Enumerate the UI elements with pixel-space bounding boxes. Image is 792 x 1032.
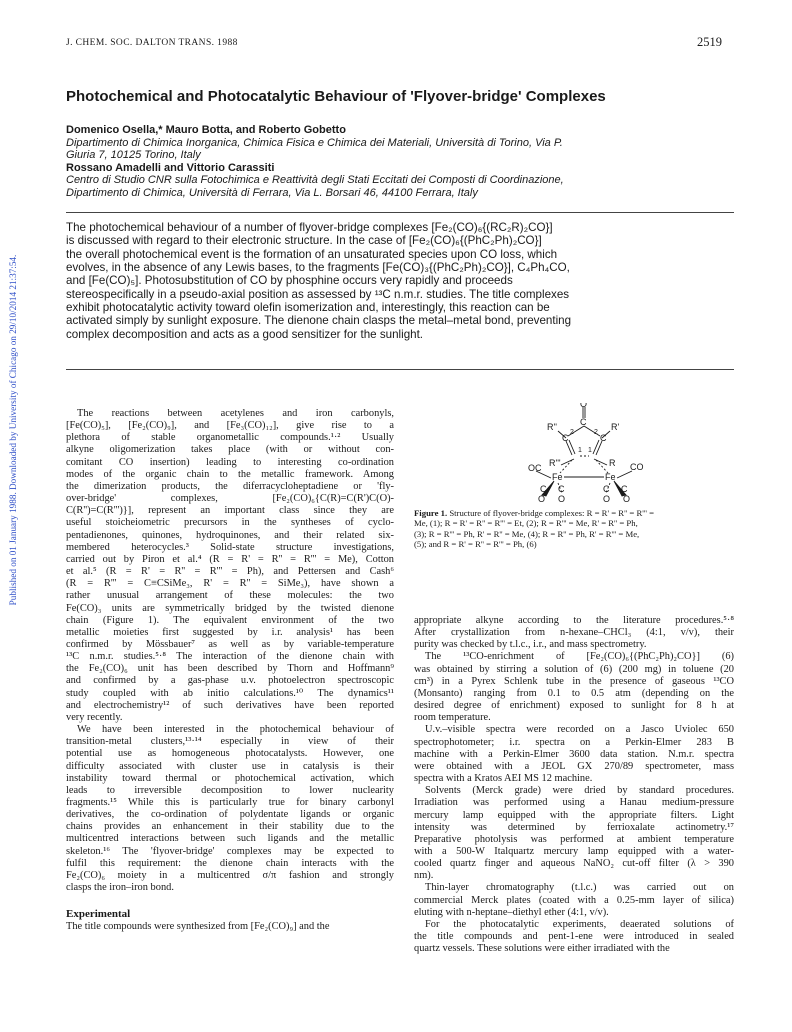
fig-atom-label: Fe [552, 472, 563, 482]
body-text-line: the title compounds and pent-1-ene were introduced in sealed [414, 931, 734, 943]
body-text-line: Irradiation was performed using a Hanau medium-pressure [414, 797, 734, 809]
body-text-line: After crystallization from n-hexane–CHCl₃ (4:1, v/v), their [414, 627, 734, 639]
body-text-line: appropriate alkyne according to the literature procedures.⁵·⁸ [414, 615, 734, 626]
author-affiliation-line: Giuria 7, 10125 Torino, Italy [66, 149, 201, 162]
body-text-line: alkyne oligomerization takes place (with or without con- [66, 444, 394, 456]
journal-header: J. CHEM. SOC. DALTON TRANS. 1988 [66, 38, 238, 48]
fig-atom-label: CO [630, 462, 644, 472]
body-text-line: clasps the iron–iron bond. [66, 882, 174, 894]
fig-atom-label: O [558, 494, 566, 503]
body-text-line: spectrophotometer; i.r. spectra on a Perkin-Elmer 283 B [414, 736, 734, 748]
author-affiliation-line: Dipartimento di Chimica Inorganica, Chimica Fisica e Chimica dei Materiali, Università di Torino, Via P. [66, 136, 563, 149]
fig-atom-label: Fe [605, 472, 616, 482]
fig-atom-label: C [558, 484, 565, 494]
body-text-line: with a 500-W Italquartz mercury lamp equipped with a water- [414, 845, 734, 857]
fig-atom-label: C [562, 433, 569, 443]
body-text-line: commercial Merck plates (coated with a 0.25-mm layer of silica) [414, 894, 734, 906]
body-text-line: membered heterocycles.³ Solid-state structure investigations, [66, 541, 394, 553]
fig-atom-label: O [623, 494, 631, 503]
body-text-line: chain (Figure 1). The equivalent environment of the two [66, 614, 394, 626]
author-names: Domenico Osella,* Mauro Botta, and Roberto Gobetto [66, 124, 346, 136]
body-text-line: C(R'')=C(R''')}], represent an important class since they are [66, 505, 394, 517]
abstract-line: the overall photochemical event is the formation of an unsaturated species upon CO loss, which [66, 247, 558, 261]
body-text-line: The ¹³CO-enrichment of [Fe₂(CO)₆{(PhC₂Ph)₂CO}] (6) [425, 651, 734, 663]
abstract-line: complex decomposition and acts as a good sensitizer for the sunlight. [66, 327, 424, 341]
body-text-line: the dimerization products, the diferracycloheptadiene or 'fly- [66, 480, 394, 492]
body-text-line: Fe(CO)₃ units are symmetrically bridged by the twisted dienone [66, 602, 394, 614]
author-names: Rossano Amadelli and Vittorio Carassiti [66, 161, 275, 174]
abstract [66, 221, 736, 341]
body-text-line: Solvents (Merck grade) were dried by standard procedures. [425, 785, 734, 797]
fig-atom-label: O [538, 494, 546, 503]
sidebar-note-text: Published on 01 January 1988. Downloaded by University of Chicago on 29/10/2014 21:37:54. [8, 254, 18, 606]
body-text-line: eluting with n-heptane–diethyl ether (4:1, v/v). [414, 906, 609, 918]
body-text-line: For the photocatalytic experiments, deaerated solutions of [425, 918, 734, 930]
page-number: 2519 [697, 35, 722, 49]
fig-atom-label: O [603, 494, 611, 503]
caption-line: Structure of flyover-bridge complexes: R = R' = R'' = R''' = [449, 508, 655, 518]
fig-atom-label: R''' [549, 458, 561, 468]
body-text-line: fulfil this requirement: the dienone chain interacts with the [66, 857, 394, 869]
fig-atom-label: 2 [594, 429, 598, 436]
body-text-line: intensity was determined by ferrioxalate actinometry.¹⁷ [414, 821, 734, 833]
experimental-heading: Experimental [66, 908, 131, 921]
fig-atom-label: 1 [578, 447, 582, 454]
body-text-line: plethora of stable organometallic compounds.¹·² Usually [66, 432, 394, 444]
body-text-line: cm³) in a Pyrex Schlenk tube in the presence of gaseous ¹³CO [414, 675, 734, 687]
body-text-line: over-bridge' complexes, [Fe₂(CO)₆{C(R)=C(R')C(O)- [66, 493, 394, 505]
body-text-line: machine with a Perkin-Elmer 3600 data station. N.m.r. spectra [414, 748, 734, 760]
body-text-line: (Monsanto) ranging from 0.1 to 0.5 atm (depending on the [414, 687, 734, 699]
body-text-line: (R = R''' = C≡CSiMe₃, R' = R'' = SiMe₃), have shown a [66, 578, 394, 590]
fig-atom-label: C [600, 433, 607, 443]
body-text-line: skeleton.¹⁶ The 'flyover-bridge' complexes may be expected to [66, 845, 394, 857]
body-text-line: and electrochemistry¹² of such derivatives have been reported [66, 699, 394, 711]
body-text-line: derivatives, the co-ordination of polydentate ligands or organic [66, 809, 394, 821]
body-text-line: and confirmed by a gas-phase u.v. photoelectron spectroscopic [66, 675, 394, 687]
body-text-line: We have been interested in the photochemical behaviour of [77, 724, 394, 736]
body-text-line: confirmed by Mössbauer⁷ as well as by variable-temperature [66, 638, 394, 650]
body-text-line: mercury lamp equipped with the appropriate filters. Light [414, 809, 734, 821]
body-text-line: fragments.¹⁵ While this is particularly true for binary carbonyl [66, 797, 394, 808]
body-text-line: rather unusual arrangement of these molecules: the two [66, 590, 394, 602]
intro-paragraph-2 [66, 724, 394, 894]
fig-atom-label: C [621, 484, 628, 494]
body-text-line: leads to irreversible decomposition to lower nuclearity [66, 784, 394, 796]
body-text-line: desired degree of enrichment) exposed to sunlight for 8 h at [414, 700, 734, 712]
body-text-line: were obtained with a JEOL GX 270/89 spectrometer, mass [414, 760, 734, 772]
download-sidebar-note [4, 214, 22, 646]
body-text-line: U.v.–visible spectra were recorded on a Jasco Uviolec 650 [425, 724, 734, 736]
fig-atom-label: O [580, 403, 588, 409]
body-text-line: instability toward thermal or photochemical activation, which [66, 772, 394, 784]
abstract-line: evolves, in the absence of any Lewis bases, to the fragments [Fe(CO)₃{(PhC₂Ph)₂CO}], C₄Ph₄CO, [66, 261, 570, 275]
author-affiliation-line: Dipartimento di Chimica, Università di Ferrara, Via L. Borsari 46, 44100 Ferrara, Italy [66, 186, 478, 199]
caption-line: (3); R = R''' = Ph, R' = R'' = Me, (4); R = R'' = Ph, R' = R''' = Me, [414, 528, 640, 539]
author-affiliation-line: Centro di Studio CNR sulla Fotochimica e Reattività degli Stati Eccitati dei Composti di Coordinazione, [66, 174, 564, 187]
body-text-line: purity was checked by t.l.c., i.r., and mass spectrometry. [414, 639, 647, 651]
fig-atom-label: C [540, 484, 547, 494]
body-text-line: et al.⁵ (R = R' = R'' = R''' = Ph), and Pettersen and Cash⁶ [66, 566, 394, 578]
bottom-rule [66, 369, 734, 370]
body-text-line: Preparative photolysis was performed at ambient temperature [414, 833, 734, 845]
body-text-line: modes of the organic chain to the metallic framework. Among [66, 468, 394, 480]
abstract-line: is discussed with regard to their electronic structure. In the case of [Fe₂(CO)₆{(PhC₂Ph)₂CO}] [66, 234, 542, 248]
body-text-line: The reactions between acetylenes and iron carbonyls, [77, 408, 394, 419]
fig-atom-label: R'' [547, 422, 557, 432]
flyover-bridge-structure-diagram [494, 403, 674, 503]
body-text-line: potential use as homogeneous photocatalysts. However, one [66, 748, 394, 760]
body-text-line: quartz vessels. These solutions were either irradiated with the [414, 943, 670, 955]
body-text-line: study coupled with ab initio calculations.¹⁰ The dynamics¹¹ [66, 687, 394, 699]
fig-atom-label: R [609, 458, 616, 468]
body-text-line: cooled quartz finger and aqueous NaNO₂ cut-off filter (λ > 390 [414, 858, 734, 870]
abstract-line: stereospecifically in a pseudo-axial position as assessed by ¹³C n.m.r. studies. The title complexes [66, 287, 570, 301]
fig-atom-label: 1 [588, 447, 592, 454]
body-text-line: transition-metal clusters,¹³·¹⁴ especially in view of their [66, 736, 394, 748]
experimental-text: The title compounds were synthesized from [Fe₂(CO)₉] and the [66, 921, 330, 933]
body-text-line: multicentred interactions between such ligands and the metallic [66, 833, 394, 845]
caption-line: Me, (1); R = R' = R'' = R''' = Et, (2); R = R''' = Me, R' = R'' = Ph, [414, 518, 638, 529]
body-text-line: ¹³C n.m.r. studies.⁵·⁸ The interaction of the dienone chain with [66, 651, 394, 663]
caption-line: (5); and R = R' = R'' = R''' = Ph, (6) [414, 539, 537, 550]
fig-atom-label: R' [611, 422, 620, 432]
body-text-line: spectra with a Kratos AEI MS 12 machine. [414, 773, 593, 785]
left-column [66, 408, 394, 934]
fig-atom-label: C [580, 417, 587, 427]
body-text-line: the Fe₂(CO)₆ unit has been described by Thorn and Hoffmann⁹ [66, 663, 394, 675]
body-text-line: Thin-layer chromatography (t.l.c.) was carried out on [425, 882, 734, 894]
body-text-line: comitant CO insertion) leading to interesting co-ordination [66, 456, 394, 468]
article-title: Photochemical and Photocatalytic Behaviour of 'Flyover-bridge' Complexes [66, 88, 606, 105]
caption-label: Figure 1. [414, 508, 448, 518]
fig-atom-label: OC [528, 463, 542, 473]
top-rule [66, 212, 734, 213]
body-text-line: Fe₂(CO)₆ moiety in a multicentred σ/π fashion and strongly [66, 869, 394, 881]
body-text-line: nm). [414, 870, 434, 882]
abstract-line: The photochemical behaviour of a number of flyover-bridge complexes [Fe₂(CO)₆{(RC₂R)₂CO}] [66, 221, 553, 234]
right-column [414, 615, 734, 955]
body-text-line: carried out by Piron et al.⁴ (R = R' = R'' = R''' = Me), Cotton [66, 553, 394, 565]
author-block [66, 124, 746, 200]
body-text-line: very recently. [66, 711, 123, 723]
abstract-line: and [Fe(CO)₅]. Photosubstitution of CO by phosphine occurs very rapidly and proceeds [66, 274, 513, 288]
body-text-line: pentadienones, quinones, hydroquinones, and their related six- [66, 529, 394, 541]
figure-1-structure [494, 403, 674, 503]
intro-paragraph [66, 408, 394, 724]
fig-atom-label: C [603, 484, 610, 494]
body-text-line: room temperature. [414, 712, 491, 724]
body-text-line: metallic moieties first suggested by i.r. analysis¹ has been [66, 626, 394, 638]
body-text-line: useful stoicheiometric precursors in the syntheses of cyclo- [66, 517, 394, 529]
figure-caption [414, 508, 736, 550]
abstract-line: activated simply by sunlight exposure. The dienone chain clasps the metal–metal bond, preventing [66, 314, 572, 328]
body-text-line: difficulty associated with cluster use in catalysis is their [66, 760, 394, 772]
body-text-line: [Fe(CO)₅], [Fe₂(CO)₉], and [Fe₃(CO)₁₂], give rise to a [66, 420, 394, 432]
fig-atom-label: 2 [570, 429, 574, 436]
abstract-line: exhibit photocatalytic activity toward olefin isomerization and, interestingly, this reaction can be [66, 301, 550, 315]
body-text-line: chains provides an enhancement in their stability due to the [66, 821, 394, 833]
body-text-line: was obtained by stirring a solution of (6) (200 mg) in toluene (20 [414, 663, 734, 675]
